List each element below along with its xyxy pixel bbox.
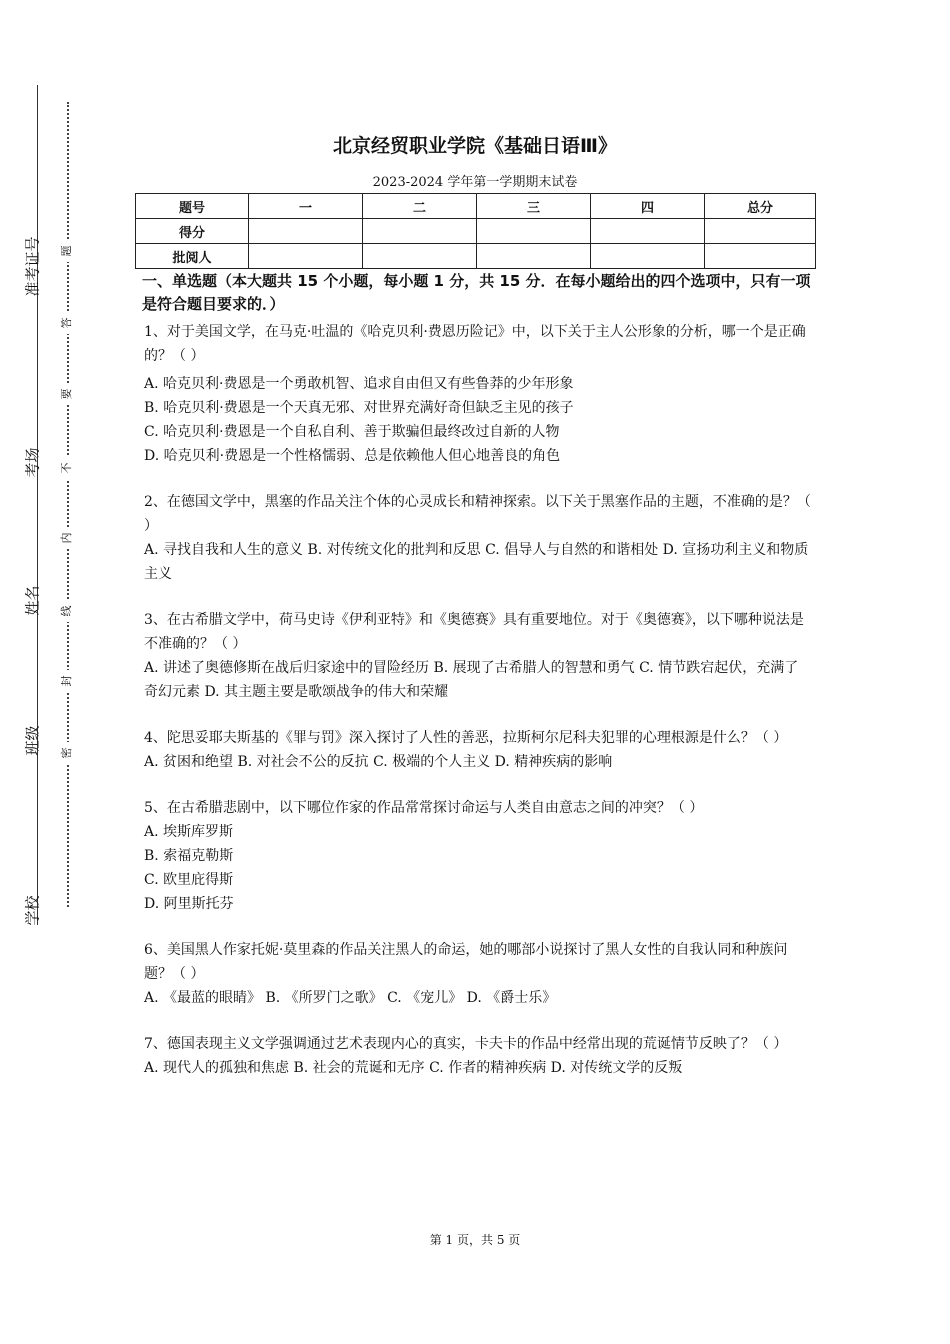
table-cell: 四 [591,194,705,219]
score-row [136,219,816,244]
reviewer-input-cell[interactable] [705,244,816,269]
reviewer-input-cell[interactable] [591,244,705,269]
question [144,796,812,916]
question-stem: 3、在古希腊文学中，荷马史诗《伊利亚特》和《奥德赛》具有重要地位。对于《奥德赛》，以下哪种说法是不准确的？（ ） [144,612,804,652]
exam-content [144,270,812,1080]
table-cell: 批阅人 [136,244,249,269]
options-inline: A. 寻找自我和人生的意义 B. 对传统文化的批判和反思 C. 倡导人与自然的和谐相处 D. 宣扬功利主义和物质主义 [144,542,809,582]
options-inline: A. 现代人的孤独和焦虑 B. 社会的荒诞和无序 C. 作者的精神疾病 D. 对传统文学的反叛 [144,1060,683,1076]
seal-char: 线 [56,600,78,622]
table-cell: 得分 [136,219,249,244]
option: D. 阿里斯托芬 [144,896,234,912]
question [144,490,812,586]
score-input-cell[interactable] [705,219,816,244]
exam-title: 北京经贸职业学院《基础日语Ⅲ》 [333,135,617,157]
school-label: 学校 [23,895,42,926]
score-table [135,193,816,269]
question [144,608,812,704]
options-inline: A. 《最蓝的眼睛》 B. 《所罗门之歌》 C. 《宠儿》 D. 《爵士乐》 [144,990,557,1006]
exam-subtitle: 2023-2024 学年第一学期期末试卷 [372,175,578,190]
table-cell: 一 [249,194,363,219]
option: A. 埃斯库罗斯 [144,824,234,840]
reviewer-input-cell[interactable] [477,244,591,269]
option: A. 哈克贝利·费恩是一个勇敢机智、追求自由但又有些鲁莽的少年形象 [144,376,574,392]
seal-dotted-line [67,102,69,907]
page-footer: 第 1 页，共 5 页 [429,1233,521,1247]
question-stem: 1、对于美国文学，在马克·吐温的《哈克贝利·费恩历险记》中，以下关于主人公形象的分析，哪一个是正确的？（ ） [144,324,806,364]
question-stem: 7、德国表现主义文学强调通过艺术表现内心的真实，卡夫卡的作品中经常出现的荒诞情节反映了？（ ） [144,1036,788,1052]
name-label: 姓名 [23,585,42,616]
question-stem: 5、在古希腊悲剧中，以下哪位作家的作品常常探讨命运与人类自由意志之间的冲突？（ ） [144,800,704,816]
class-label: 班级 [23,725,42,756]
seal-char: 封 [56,670,78,692]
score-input-cell[interactable] [249,219,363,244]
table-cell: 二 [363,194,477,219]
score-input-cell[interactable] [477,219,591,244]
seal-char: 内 [56,527,78,549]
seal-char: 不 [56,457,78,479]
section-heading: 一、单选题（本大题共 15 个小题，每小题 1 分，共 15 分．在每小题给出的四个选项中，只有一项是符合题目要求的．） [142,272,811,313]
seal-char: 题 [56,240,78,262]
exam-number-label: 准考证号 [23,236,42,297]
exam-room-label: 考场 [23,447,42,478]
seal-char: 答 [56,312,78,334]
seal-char: 要 [56,383,78,405]
score-input-cell[interactable] [591,219,705,244]
question-stem: 2、在德国文学中，黑塞的作品关注个体的心灵成长和精神探索。以下关于黑塞作品的主题，不准确的是？（ ） [144,494,811,534]
option: C. 哈克贝利·费恩是一个自私自利、善于欺骗但最终改过自新的人物 [144,424,560,440]
score-input-cell[interactable] [363,219,477,244]
table-cell: 题号 [136,194,249,219]
question-stem: 4、陀思妥耶夫斯基的《罪与罚》深入探讨了人性的善恶，拉斯柯尔尼科夫犯罪的心理根源是什么？（ ） [144,730,788,746]
table-cell: 三 [477,194,591,219]
score-table-header-row [136,194,816,219]
reviewer-row [136,244,816,269]
option: D. 哈克贝利·费恩是一个性格懦弱、总是依赖他人但心地善良的角色 [144,448,561,464]
seal-char: 密 [56,742,78,764]
question [144,938,812,1010]
options-inline: A. 讲述了奥德修斯在战后归家途中的冒险经历 B. 展现了古希腊人的智慧和勇气 C. 情节跌宕起伏，充满了奇幻元素 D. 其主题主要是歌颂战争的伟大和荣耀 [144,660,799,700]
reviewer-input-cell[interactable] [249,244,363,269]
binding-line [37,85,38,925]
options-inline: A. 贫困和绝望 B. 对社会不公的反抗 C. 极端的个人主义 D. 精神疾病的影响 [144,754,613,770]
table-cell: 总分 [705,194,816,219]
question-stem: 6、美国黑人作家托妮·莫里森的作品关注黑人的命运，她的哪部小说探讨了黑人女性的自我认同和种族问题？（ ） [144,942,788,982]
option: C. 欧里庇得斯 [144,872,234,888]
question [144,1032,812,1080]
option: B. 哈克贝利·费恩是一个天真无邪、对世界充满好奇但缺乏主见的孩子 [144,400,574,416]
question [144,320,812,468]
reviewer-input-cell[interactable] [363,244,477,269]
option: B. 索福克勒斯 [144,848,234,864]
question [144,726,812,774]
